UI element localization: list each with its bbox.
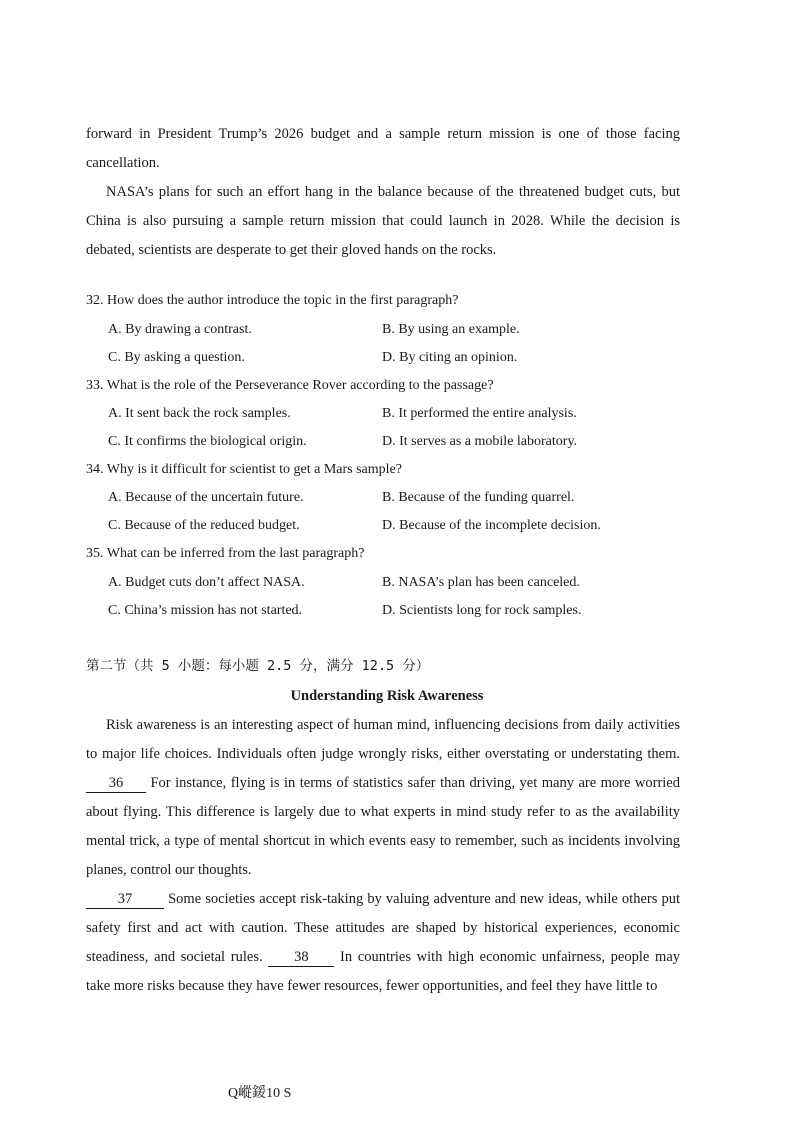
page-footer: Q嵷鍰10 S bbox=[228, 1086, 292, 1101]
question-35-option-d: D. Scientists long for rock samples. bbox=[382, 603, 582, 618]
question-34-option-a: A. Because of the uncertain future. bbox=[108, 490, 304, 505]
question-32-option-b: B. By using an example. bbox=[382, 322, 520, 337]
question-35-option-a: A. Budget cuts don’t affect NASA. bbox=[108, 575, 305, 590]
question-33-option-b: B. It performed the entire analysis. bbox=[382, 406, 577, 421]
blank-36: 36 bbox=[86, 774, 146, 793]
paragraph-2-text-b: In countries with high economic unfairness, people may take more risks because they have fewer resources, fewer opportunities, and feel they have little to bbox=[86, 949, 681, 994]
question-35-option-c: C. China’s mission has not started. bbox=[108, 603, 303, 618]
passage-paragraph-2: NASA’s plans for such an effort hang in the balance because of the threatened budget cuts, but China is also pursuing a sample return mission that could launch in 2028. While the decision is debated, scientists are desperate to get their gloved hands on the rocks. bbox=[86, 184, 680, 258]
question-35-stem: 35. What can be inferred from the last paragraph? bbox=[86, 546, 365, 561]
passage-title: Understanding Risk Awareness bbox=[290, 688, 484, 704]
paragraph-2-text-a: Some societies accept risk-taking by valuing adventure and new ideas, while others put safety first and act with caution. These attitudes are shaped by historical experiences, economic steadiness, and societal rules. bbox=[86, 891, 680, 965]
question-34-option-d: D. Because of the incomplete decision. bbox=[382, 518, 601, 533]
section-heading: 第二节（共 5 小题：每小题 2.5 分，满分 12.5 分） bbox=[86, 658, 430, 674]
question-34-option-b: B. Because of the funding quarrel. bbox=[382, 490, 575, 505]
question-33-option-a: A. It sent back the rock samples. bbox=[108, 406, 291, 421]
question-32-option-d: D. By citing an opinion. bbox=[382, 350, 518, 365]
paragraph-1-text-a: Risk awareness is an interesting aspect of human mind, influencing decisions from daily activities to major life choices. Individuals often judge wrongly risks, either overstating or understating them. bbox=[86, 717, 680, 762]
question-33-stem: 33. What is the role of the Perseverance Rover according to the passage? bbox=[86, 378, 494, 393]
passage-paragraph-1: forward in President Trump’s 2026 budget and a sample return mission is one of those facing cancellation. bbox=[86, 126, 680, 171]
section-paragraph-2 bbox=[86, 885, 680, 1001]
paragraph-1-text-b: For instance, flying is in terms of statistics safer than driving, yet many are more worried about flying. This difference is largely due to what experts in mind study refer to as the availability mental trick, a type of mental shortcut in which events easy to remember, such as incidents involving planes, control our thoughts. bbox=[86, 775, 680, 878]
question-33-option-c: C. It confirms the biological origin. bbox=[108, 434, 307, 449]
question-32-stem: 32. How does the author introduce the topic in the first paragraph? bbox=[86, 293, 459, 308]
question-32-option-c: C. By asking a question. bbox=[108, 350, 245, 365]
blank-38: 38 bbox=[268, 948, 334, 967]
section-paragraph-1 bbox=[86, 711, 680, 885]
question-34-option-c: C. Because of the reduced budget. bbox=[108, 518, 300, 533]
question-34-stem: 34. Why is it difficult for scientist to get a Mars sample? bbox=[86, 462, 402, 477]
question-32-option-a: A. By drawing a contrast. bbox=[108, 322, 252, 337]
question-33-option-d: D. It serves as a mobile laboratory. bbox=[382, 434, 578, 449]
blank-37: 37 bbox=[86, 890, 164, 909]
question-35-option-b: B. NASA’s plan has been canceled. bbox=[382, 575, 580, 590]
